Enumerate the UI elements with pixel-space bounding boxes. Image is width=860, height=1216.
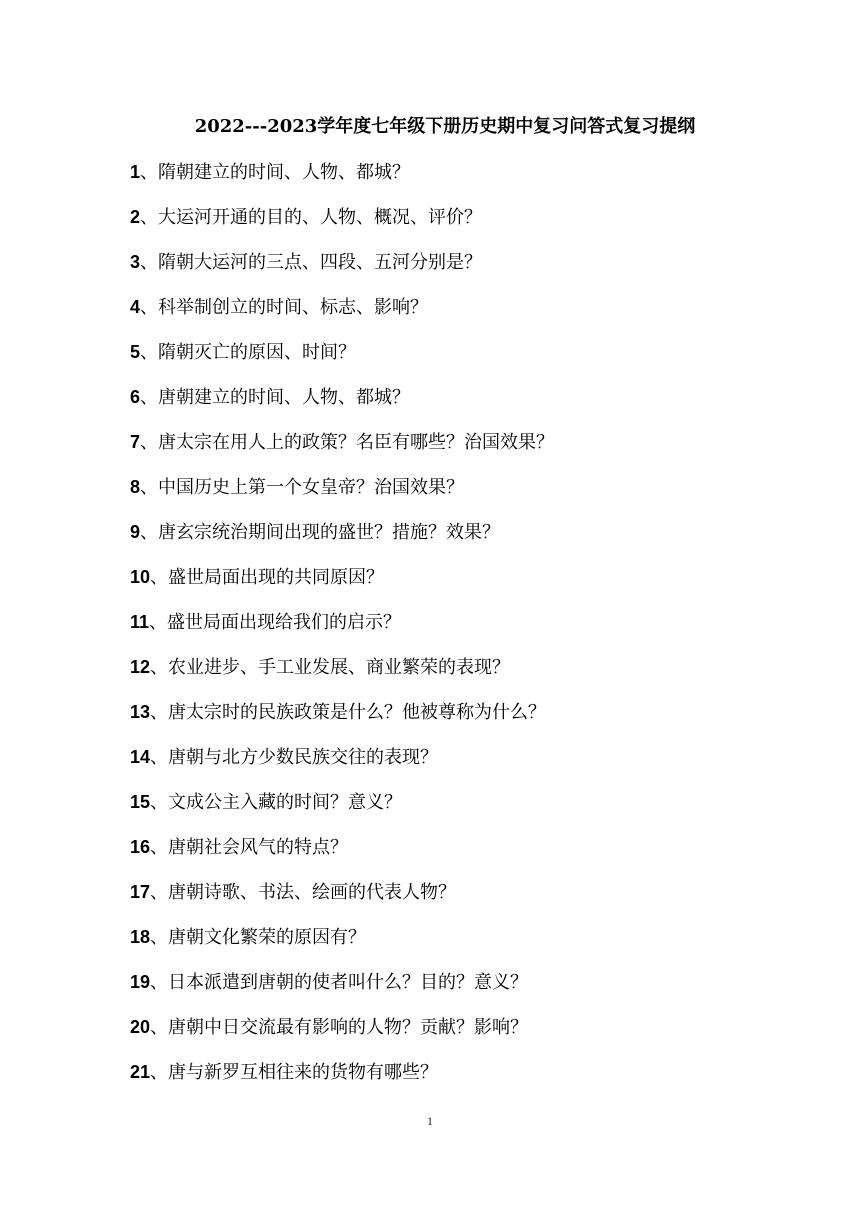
question-text: 、农业进步、手工业发展、商业繁荣的表现？ <box>150 657 511 678</box>
question-item <box>130 562 830 607</box>
question-text: 、大运河开通的目的、人物、概况、评价？ <box>140 207 483 228</box>
question-number: 17 <box>130 882 151 902</box>
question-number: 2 <box>130 207 141 227</box>
question-text: 、唐太宗时的民族政策是什么？他被尊称为什么？ <box>150 702 547 723</box>
question-number: 20 <box>130 1017 151 1037</box>
question-item <box>130 1012 830 1057</box>
question-number: 11 <box>130 612 150 632</box>
question-item <box>130 922 830 967</box>
question-item <box>130 247 830 292</box>
question-item <box>130 877 830 922</box>
question-text: 、隋朝大运河的三点、四段、五河分别是？ <box>140 252 483 273</box>
page-number: 1 <box>427 1114 433 1128</box>
question-text: 、科举制创立的时间、标志、影响？ <box>140 297 429 318</box>
question-text: 、唐朝与北方少数民族交往的表现？ <box>150 747 439 768</box>
question-text: 、唐朝文化繁荣的原因有？ <box>150 927 367 948</box>
question-number: 4 <box>130 297 141 317</box>
question-item <box>130 1057 830 1102</box>
question-number: 3 <box>130 252 141 272</box>
question-item <box>130 382 830 427</box>
question-number: 7 <box>130 432 141 452</box>
question-number: 18 <box>130 927 151 947</box>
question-item <box>130 337 830 382</box>
question-number: 12 <box>130 657 151 677</box>
question-text: 、唐玄宗统治期间出现的盛世？措施？效果？ <box>140 522 501 543</box>
question-number: 14 <box>130 747 151 767</box>
question-item <box>130 517 830 562</box>
question-text: 、唐与新罗互相往来的货物有哪些？ <box>150 1062 439 1083</box>
question-text: 、隋朝建立的时间、人物、都城？ <box>140 162 411 183</box>
question-text: 、唐朝建立的时间、人物、都城？ <box>140 387 411 408</box>
question-number: 9 <box>130 522 141 542</box>
document-title: 2022---2023学年度七年级下册历史期中复习问答式复习提纲 <box>194 116 696 137</box>
question-number: 21 <box>130 1062 151 1082</box>
question-item <box>130 202 830 247</box>
question-item <box>130 967 830 1012</box>
question-number: 19 <box>130 972 151 992</box>
question-item <box>130 832 830 877</box>
question-number: 16 <box>130 837 151 857</box>
question-text: 、隋朝灭亡的原因、时间？ <box>140 342 357 363</box>
question-item <box>130 652 830 697</box>
question-text: 、日本派遣到唐朝的使者叫什么？目的？意义？ <box>150 972 529 993</box>
question-number: 13 <box>130 702 151 722</box>
question-text: 、唐朝中日交流最有影响的人物？贡献？影响？ <box>150 1017 529 1038</box>
question-number: 15 <box>130 792 151 812</box>
question-item <box>130 787 830 832</box>
question-item <box>130 472 830 517</box>
question-number: 10 <box>130 567 151 587</box>
question-text: 、唐太宗在用人上的政策？名臣有哪些？治国效果？ <box>140 432 555 453</box>
question-item <box>130 157 830 202</box>
question-text: 、中国历史上第一个女皇帝？治国效果？ <box>140 477 465 498</box>
question-text: 、唐朝诗歌、书法、绘画的代表人物？ <box>150 882 457 903</box>
question-item <box>130 607 830 652</box>
question-text: 、盛世局面出现给我们的启示？ <box>149 612 402 633</box>
question-item <box>130 292 830 337</box>
question-item <box>130 742 830 787</box>
question-item <box>130 427 830 472</box>
question-item <box>130 697 830 742</box>
question-number: 6 <box>130 387 141 407</box>
question-number: 8 <box>130 477 141 497</box>
question-number: 5 <box>130 342 141 362</box>
question-list <box>130 157 830 1102</box>
question-text: 、盛世局面出现的共同原因？ <box>150 567 385 588</box>
question-text: 、唐朝社会风气的特点？ <box>150 837 349 858</box>
question-text: 、文成公主入藏的时间？意义？ <box>150 792 403 813</box>
question-number: 1 <box>130 162 141 182</box>
